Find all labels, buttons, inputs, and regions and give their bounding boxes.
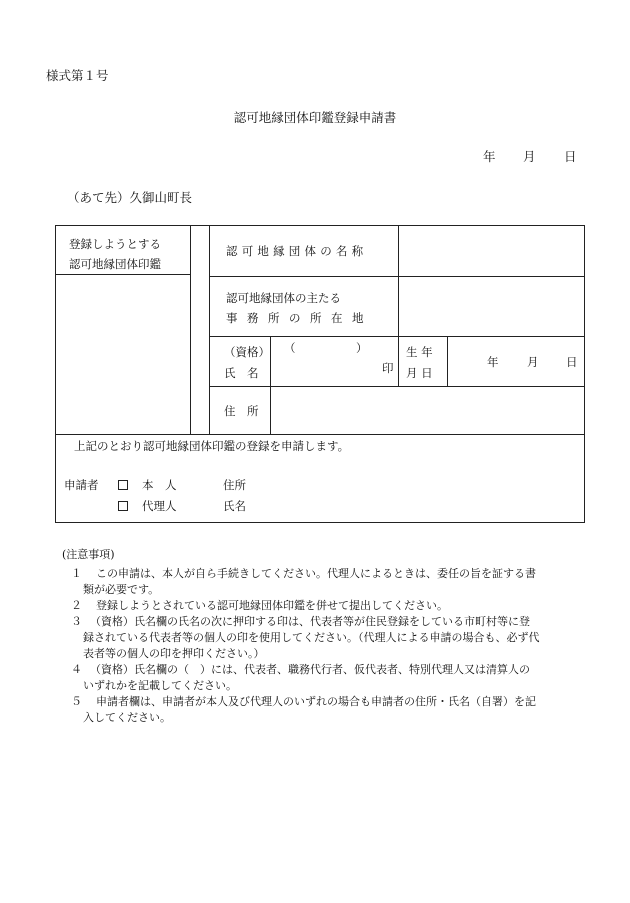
seal-mark: 印	[382, 361, 394, 375]
note-line: 録されている代表者等の個人の印を使用してください。（代理人による申請の場合も、必ず代	[83, 631, 540, 644]
application-statement: 上記のとおり認可地縁団体印鑑の登録を申請します。	[74, 439, 350, 453]
birth-label-line1: 生 年	[406, 345, 433, 359]
self-option-label: 本 人	[142, 478, 177, 492]
proxy-checkbox[interactable]	[118, 501, 128, 511]
birth-label-line2: 月 日	[406, 366, 433, 380]
note-line: 入してください。	[83, 711, 171, 724]
qualification-label: （資格）	[224, 345, 270, 359]
note-line: 表者等の個人の印を押印ください。）	[83, 647, 265, 660]
notes-heading: (注意事項)	[62, 548, 115, 561]
date-day: 日	[564, 149, 577, 164]
paren-close: ）	[356, 341, 368, 355]
note-line: （資格）氏名欄の（ ）には、代表者、職務代行者、仮代表者、特別代理人又は清算人の	[90, 663, 530, 676]
note-line: （資格）氏名欄の氏名の次に押印する印は、代表者等が住民登録をしている市町村等に登	[90, 615, 530, 628]
note-line: 申請者欄は、申請者が本人及び代理人のいずれの場合も申請者の住所・氏名（自署）を記	[96, 695, 536, 708]
note-line: この申請は、本人が自ら手続きしてください。代理人によるときは、委任の旨を証する書	[96, 567, 536, 580]
note-line: 登録しようとされている認可地縁団体印鑑を併せて提出してください。	[96, 599, 448, 612]
applicant-address-label: 住所	[223, 478, 246, 492]
date-year: 年	[483, 149, 496, 164]
birth-day: 日	[566, 355, 578, 369]
form-number: 様式第１号	[46, 68, 109, 83]
applicant-label: 申請者	[64, 478, 99, 492]
birth-year: 年	[487, 355, 499, 369]
name-label: 氏 名	[224, 366, 259, 380]
office-address-label: 認可地縁団体の主たる 事務所の所在地	[226, 291, 373, 325]
group-name-label: 認可地縁団体の名称	[226, 244, 368, 258]
date-month: 月	[523, 149, 536, 164]
note-number: １	[71, 567, 82, 580]
note-number: ５	[71, 695, 82, 708]
addressee: （あて先）久御山町長	[67, 190, 193, 205]
note-number: ３	[71, 615, 82, 628]
document-title: 認可地縁団体印鑑登録申請書	[233, 110, 397, 125]
self-checkbox[interactable]	[118, 480, 128, 490]
applicant-name-label: 氏名	[223, 499, 246, 513]
note-number: ２	[71, 599, 82, 612]
proxy-option-label: 代理人	[142, 499, 177, 513]
birth-month: 月	[527, 355, 539, 369]
paren-open: （	[284, 341, 296, 355]
stamp-label: 登録しようとする 認可地縁団体印鑑	[69, 237, 161, 271]
application-table	[55, 225, 585, 523]
note-line: いずれかを記載してください。	[83, 679, 237, 692]
note-number: ４	[71, 663, 82, 676]
note-line: 類が必要です。	[83, 583, 160, 596]
address-label: 住 所	[224, 404, 259, 418]
